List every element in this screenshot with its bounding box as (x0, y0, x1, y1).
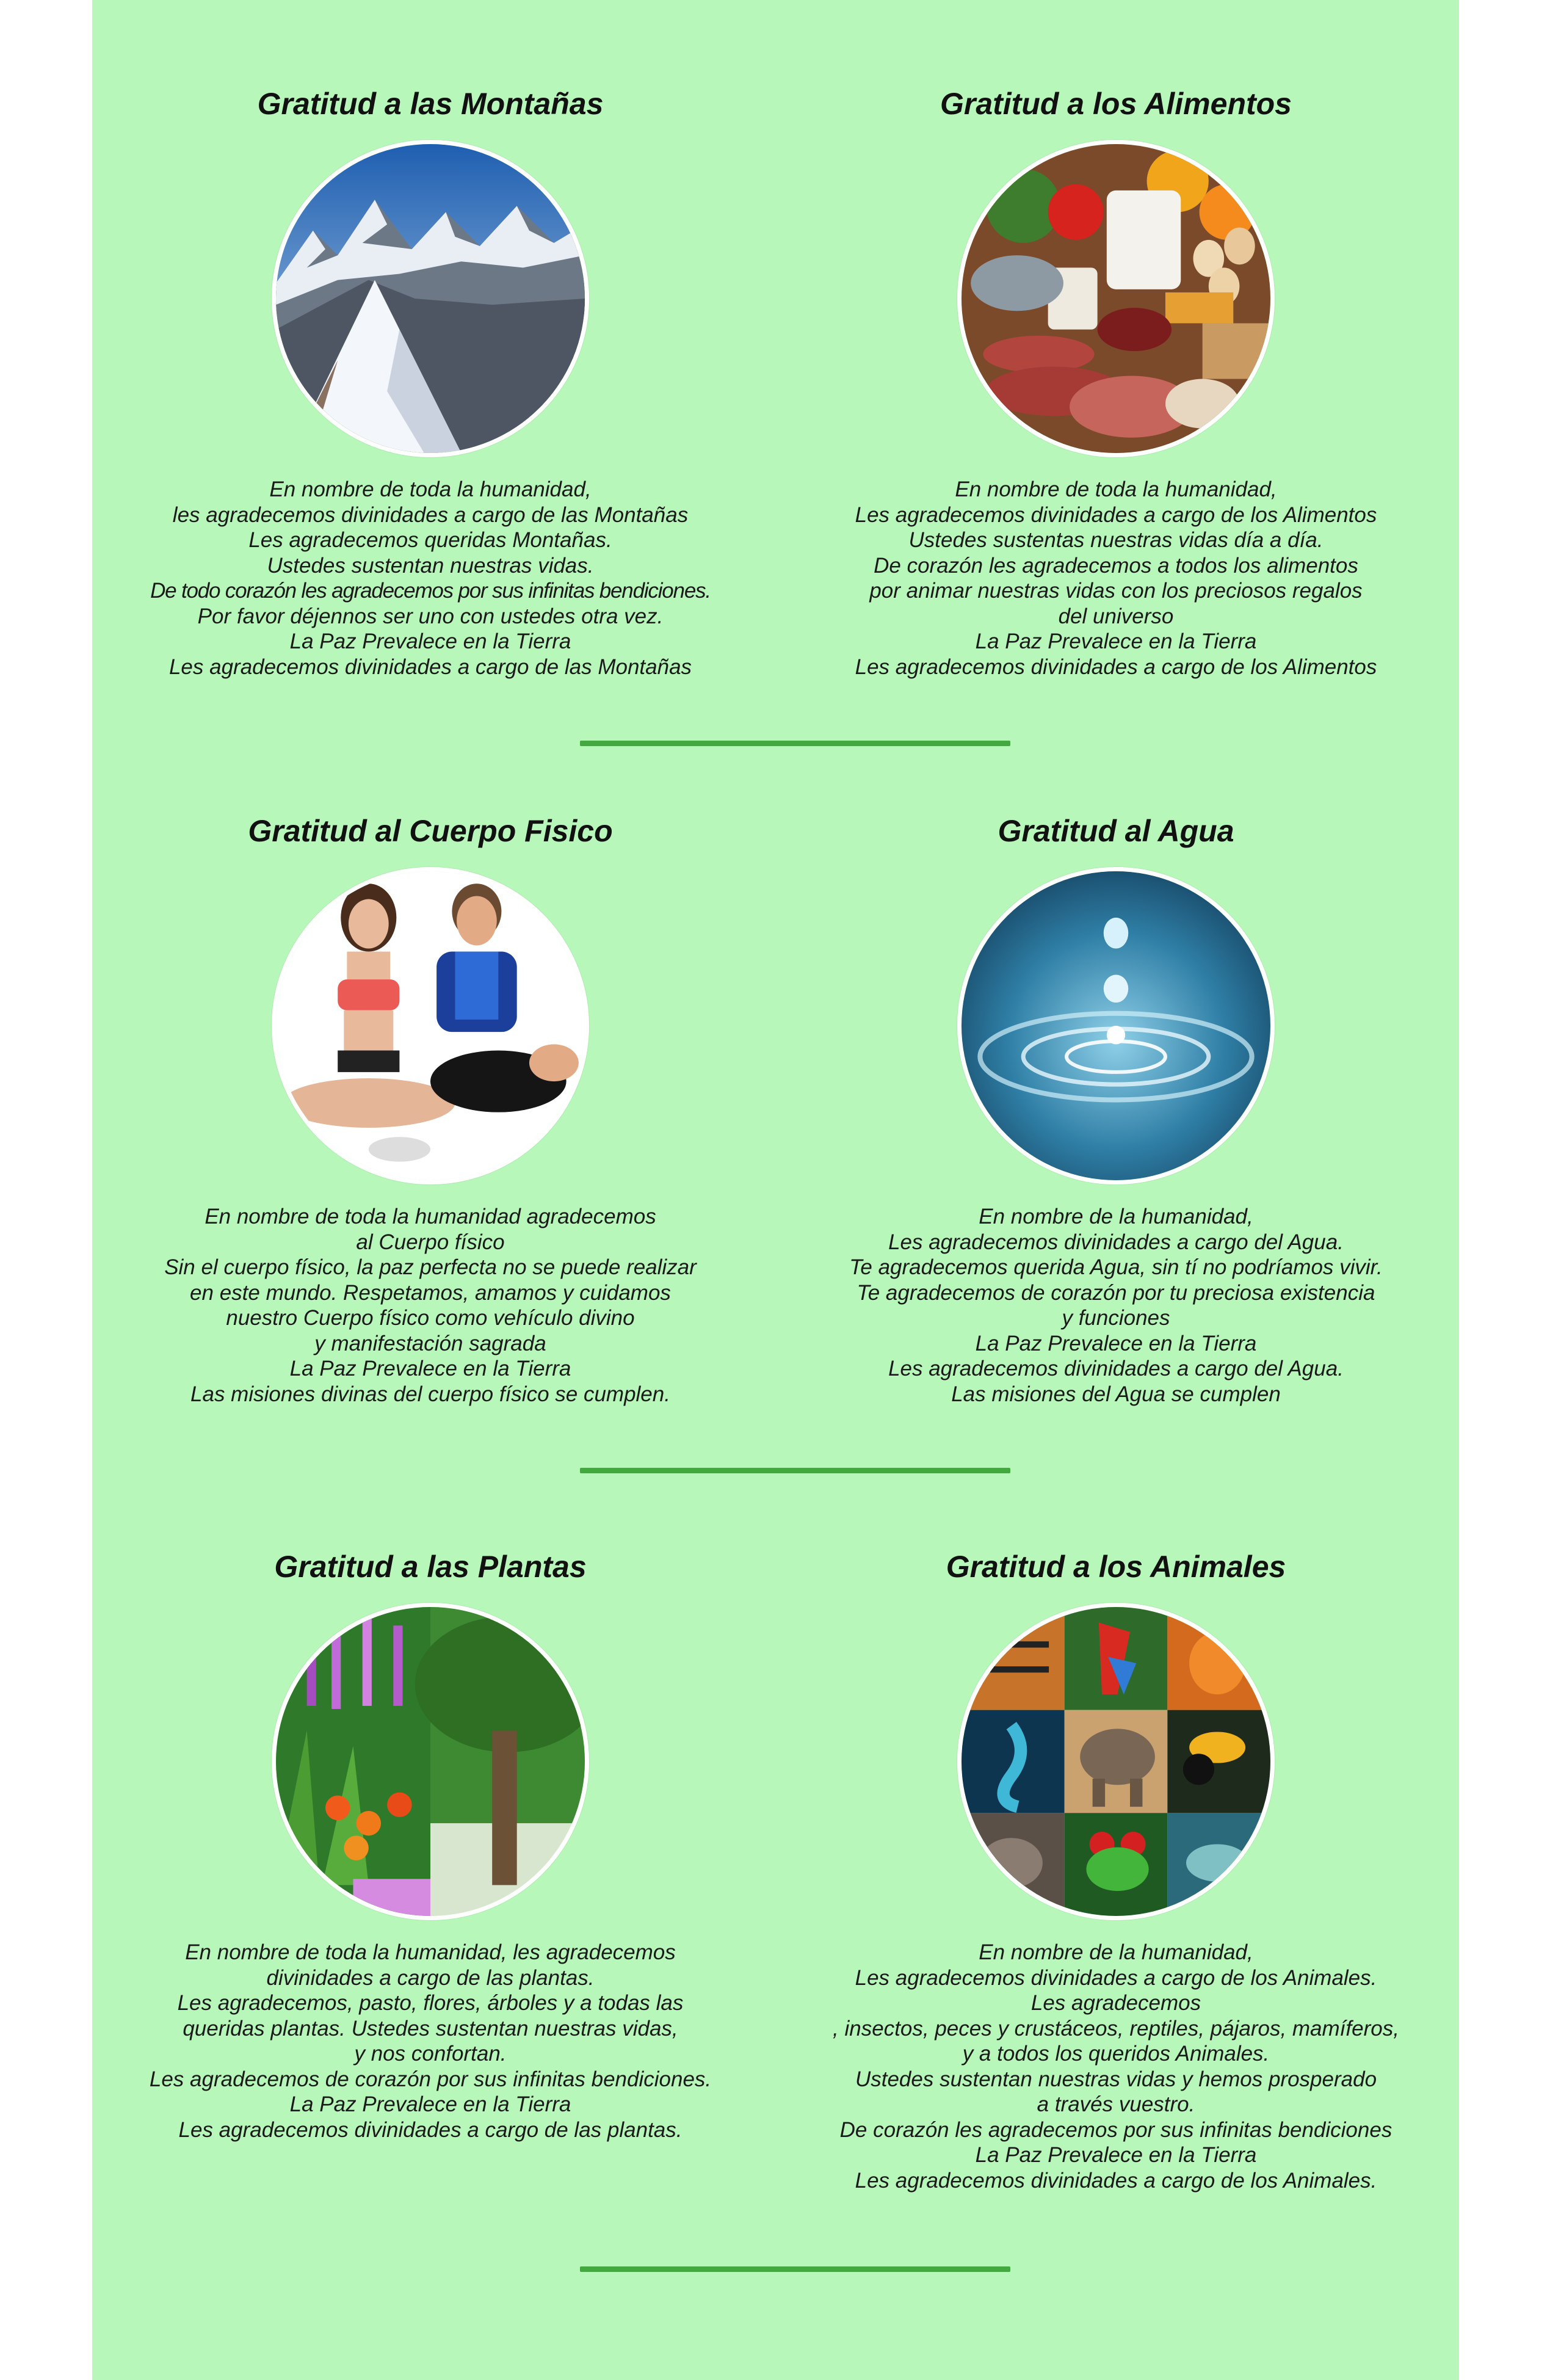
card-cuerpo-fisico (107, 810, 754, 1407)
card-text: En nombre de la humanidad, Les agradecemos divinidades a cargo de los Animales. Les agradecemos , insectos, peces y crustáceos, reptiles, pájaros, mamíferos, y a todos los queridos Animales. Ustedes sustentan nuestras vidas y hemos prosperado a través vuestro. De corazón les agradecemos por sus infinitas bendiciones La Paz Prevalece en la Tierra Les agradecemos divinidades a cargo de los Animales. (833, 1940, 1399, 2193)
plants-icon (272, 1603, 589, 1920)
card-animales (792, 1545, 1440, 2193)
section-divider (580, 2266, 1010, 2272)
card-title: Gratitud a los Animales (946, 1550, 1286, 1584)
animals-icon (957, 1603, 1275, 1920)
water-drop-icon (957, 867, 1275, 1185)
people-icon (272, 867, 589, 1185)
card-plantas (107, 1545, 754, 2142)
card-title: Gratitud a las Montañas (257, 87, 604, 121)
section-divider (580, 1468, 1010, 1473)
card-text: En nombre de toda la humanidad, Les agradecemos divinidades a cargo de los Alimentos Ustedes sustentas nuestras vidas día a día. De corazón les agradecemos a todos los alimentos por animar nuestras vidas con los preciosos regalos del universo La Paz Prevalece en la Tierra Les agradecemos divinidades a cargo de los Alimentos (855, 477, 1377, 679)
card-montanas (107, 82, 754, 680)
card-title: Gratitud al Agua (998, 814, 1234, 848)
card-alimentos (792, 82, 1440, 680)
card-text: En nombre de la humanidad, Les agradecemos divinidades a cargo del Agua. Te agradecemos querida Agua, sin tí no podríamos vivir. Te agradecemos de corazón por tu preciosa existencia y funciones La Paz Prevalece en la Tierra Les agradecemos divinidades a cargo del Agua. Las misiones del Agua se cumplen (849, 1205, 1383, 1406)
food-icon (957, 140, 1275, 457)
card-title: Gratitud a los Alimentos (940, 87, 1292, 121)
card-title: Gratitud a las Plantas (274, 1550, 587, 1584)
card-agua (792, 810, 1440, 1407)
card-text: En nombre de toda la humanidad, les agradecemos divinidades a cargo de las Montañas Les agradecemos queridas Montañas. Ustedes sustentan nuestras vidas. De todo corazón les agradecemos por sus infinitas bendiciones. Por favor déjennos ser uno con ustedes otra vez. La Paz Prevalece en la Tierra Les agradecemos divinidades a cargo de las Montañas (150, 477, 711, 679)
section-divider (580, 741, 1010, 746)
card-title: Gratitud al Cuerpo Fisico (248, 814, 613, 848)
mountain-icon (272, 140, 589, 457)
card-text: En nombre de toda la humanidad, les agradecemos divinidades a cargo de las plantas. Les agradecemos, pasto, flores, árboles y a todas las queridas plantas. Ustedes sustentan nuestras vidas, y nos confortan. Les agradecemos de corazón por sus infinitas bendiciones. La Paz Prevalece en la Tierra Les agradecemos divinidades a cargo de las plantas. (149, 1940, 712, 2142)
card-text: En nombre de toda la humanidad agradecemos al Cuerpo físico Sin el cuerpo físico, la paz perfecta no se puede realizar en este mundo. Respetamos, amamos y cuidamos nuestro Cuerpo físico como vehículo divino y manifestación sagrada La Paz Prevalece en la Tierra Las misiones divinas del cuerpo físico se cumplen. (164, 1205, 697, 1406)
